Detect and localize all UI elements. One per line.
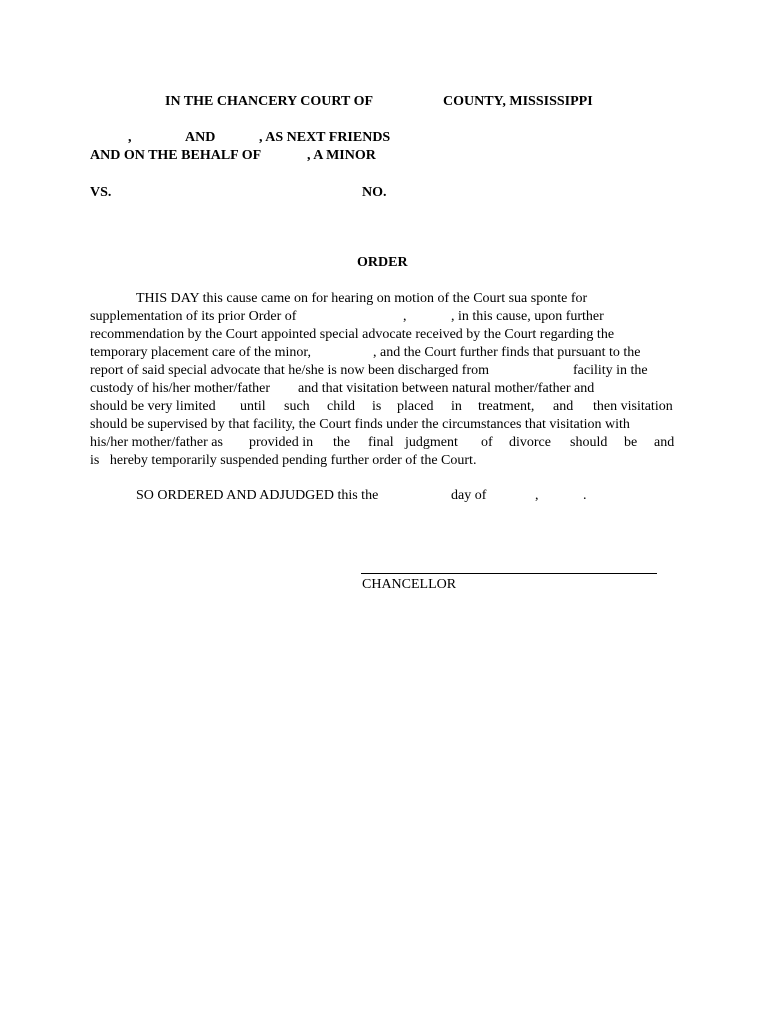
body-line-6b: and that visitation between natural mother/father and — [298, 381, 595, 396]
chancellor-label: CHANCELLOR — [362, 577, 457, 592]
party-and: AND — [185, 130, 216, 145]
date-period: . — [583, 488, 587, 503]
body-line-3: recommendation by the Court appointed special advocate received by the Court regarding the — [90, 327, 615, 342]
body-line-7-word-10: then visitation — [593, 399, 673, 414]
body-line-2a: supplementation of its prior Order of — [90, 309, 297, 324]
body-line-6a: custody of his/her mother/father — [90, 381, 271, 396]
body-line-9-word-6: of — [481, 435, 493, 450]
body-line-9-word-7: divorce — [509, 435, 551, 450]
body-line-9-word-2: provided in — [249, 435, 314, 450]
body-line-2c: , in this cause, upon further — [451, 309, 604, 324]
body-line-7-word-1: should be very limited — [90, 399, 216, 414]
body-line-1: THIS DAY this cause came on for hearing on motion of the Court sua sponte for — [136, 291, 588, 306]
order-heading: ORDER — [357, 255, 408, 270]
body-line-9-word-8: should — [570, 435, 608, 450]
day-of-text: day of — [451, 488, 487, 503]
body-line-7-word-2: until — [240, 399, 266, 414]
case-number-label: NO. — [362, 185, 387, 200]
body-line-7-word-6: placed — [397, 399, 434, 414]
court-name-label: IN THE CHANCERY COURT OF — [165, 94, 374, 109]
minor-label: , A MINOR — [307, 148, 376, 163]
body-line-7-word-3: such — [284, 399, 310, 414]
body-line-4a: temporary placement care of the minor, — [90, 345, 312, 360]
body-line-5a: report of said special advocate that he/she is now been discharged from — [90, 363, 489, 378]
body-line-9-word-1: his/her mother/father as — [90, 435, 223, 450]
body-line-7-word-8: treatment, — [478, 399, 535, 414]
body-line-10: is hereby temporarily suspended pending further order of the Court. — [90, 453, 477, 468]
body-line-5b: facility in the — [573, 363, 648, 378]
date-comma: , — [535, 488, 539, 503]
body-line-9-word-3: the — [333, 435, 351, 450]
body-line-4b: , and the Court further finds that pursuant to the — [373, 345, 641, 360]
body-line-9-word-4: final — [368, 435, 394, 450]
body-line-2b: , — [403, 309, 407, 324]
body-line-9-word-5: judgment — [405, 435, 458, 450]
signature-line — [361, 573, 657, 574]
next-friends-label: , AS NEXT FRIENDS — [259, 130, 391, 145]
body-line-7-word-9: and — [553, 399, 574, 414]
body-line-9-word-9: be — [624, 435, 638, 450]
body-line-7-word-4: child — [327, 399, 355, 414]
so-ordered-text: SO ORDERED AND ADJUDGED this the — [136, 488, 379, 503]
party-comma: , — [128, 130, 132, 145]
behalf-of-label: AND ON THE BEHALF OF — [90, 148, 262, 163]
county-state-label: COUNTY, MISSISSIPPI — [443, 94, 593, 109]
body-line-7-word-5: is — [372, 399, 382, 414]
body-line-7-word-7: in — [451, 399, 462, 414]
body-line-8: should be supervised by that facility, the Court finds under the circumstances that visitation with — [90, 417, 630, 432]
body-line-9-word-10: and — [654, 435, 675, 450]
versus-label: VS. — [90, 185, 112, 200]
